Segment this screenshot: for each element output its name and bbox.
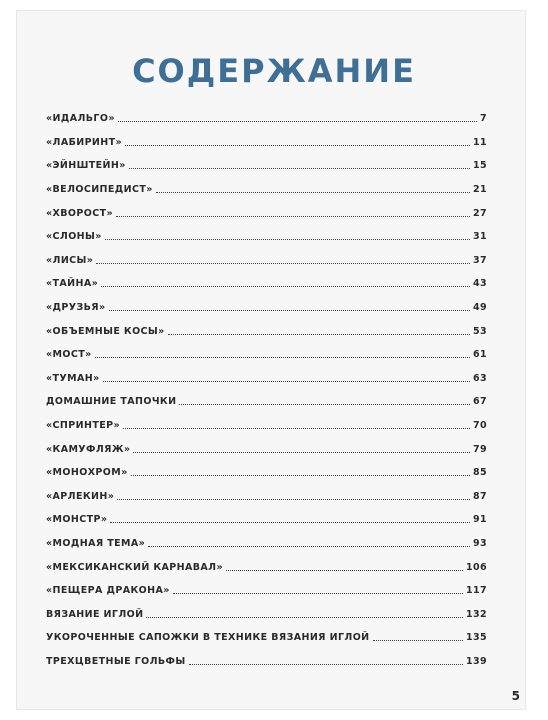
toc-entry (46, 249, 487, 273)
toc-entry (46, 107, 487, 131)
dot-leader (95, 349, 470, 358)
toc-entry (46, 626, 487, 650)
toc-entry (46, 319, 487, 343)
toc-entry (46, 343, 487, 367)
toc-entry-page: 70 (472, 420, 487, 432)
toc-entry-page: 91 (472, 514, 487, 526)
toc-entry-page: 63 (472, 372, 487, 384)
toc-entry (46, 602, 487, 626)
toc-entry (46, 555, 487, 579)
toc-entry-title: «КАМУФЛЯЖ» (46, 443, 131, 455)
toc-entry (46, 579, 487, 603)
toc-entry (46, 154, 487, 178)
dot-leader (105, 231, 470, 240)
toc-entry-page: 31 (472, 231, 487, 243)
toc-entry-page: 139 (465, 655, 487, 667)
toc-entry-title: УКОРОЧЕННЫЕ САПОЖКИ В ТЕХНИКЕ ВЯЗАНИЯ ИГЛОЙ (46, 632, 370, 644)
toc-entry-title: «ВЕЛОСИПЕДИСТ» (46, 184, 153, 196)
dot-leader (156, 184, 470, 193)
toc-entry-title: «ИДАЛЬГО» (46, 113, 115, 125)
dot-leader (123, 420, 470, 429)
toc-entry-title: «ЛАБИРИНТ» (46, 136, 123, 148)
dot-leader (109, 302, 470, 311)
toc-entry-page: 27 (472, 207, 487, 219)
toc-entry-title: «МОСТ» (46, 349, 92, 361)
toc-entry-page: 49 (472, 302, 487, 314)
toc-entry (46, 272, 487, 296)
toc-entry-title: «ТАЙНА» (46, 278, 99, 290)
toc-entry (46, 437, 487, 461)
dot-leader (168, 326, 470, 335)
dot-leader (129, 160, 470, 169)
toc-entry (46, 508, 487, 532)
toc-entry-title: «МЕКСИКАНСКИЙ КАРНАВАЛ» (46, 561, 223, 573)
toc-entry-page: 15 (472, 160, 487, 172)
dot-leader (116, 208, 470, 217)
dot-leader (146, 609, 462, 618)
dot-leader (179, 396, 470, 405)
toc-entry-title: ВЯЗАНИЕ ИГЛОЙ (46, 608, 144, 620)
toc-entry-page: 7 (479, 113, 487, 125)
toc-entry-title: «ТУМАН» (46, 372, 100, 384)
toc-entry-page: 53 (472, 325, 487, 337)
toc-entry-page: 135 (465, 632, 487, 644)
toc-entry-title: «ОБЪЕМНЫЕ КОСЫ» (46, 325, 165, 337)
toc-entry-title: «МОНСТР» (46, 514, 108, 526)
toc-entry-title: «СПРИНТЕР» (46, 420, 120, 432)
toc-entry-page: 43 (472, 278, 487, 290)
dot-leader (131, 467, 470, 476)
toc-entry-page: 79 (472, 443, 487, 455)
dot-leader (125, 137, 470, 146)
dot-leader (173, 585, 463, 594)
toc-entry-title: «ЭЙНШТЕЙН» (46, 160, 126, 172)
toc-entry (46, 390, 487, 414)
dot-leader (96, 255, 470, 264)
dot-leader (148, 538, 470, 547)
toc-entry-title: «ПЕЩЕРА ДРАКОНА» (46, 585, 170, 597)
toc-entry-title: «СЛОНЫ» (46, 231, 102, 243)
dot-leader (110, 514, 470, 523)
toc-entry-page: 117 (465, 585, 487, 597)
toc-entry (46, 131, 487, 155)
toc-entry-page: 67 (472, 396, 487, 408)
toc-entry-page: 61 (472, 349, 487, 361)
toc-entry-title: «МОНОХРОМ» (46, 467, 128, 479)
dot-leader (103, 373, 470, 382)
toc-entry-page: 11 (472, 136, 487, 148)
toc-entry-title: «ХВОРОСТ» (46, 207, 114, 219)
dot-leader (133, 444, 470, 453)
toc-entry (46, 650, 487, 674)
toc-entry-page: 21 (472, 184, 487, 196)
toc-entry (46, 225, 487, 249)
dot-leader (189, 656, 463, 665)
dot-leader (226, 562, 463, 571)
page-title: СОДЕРЖАНИЕ (132, 52, 416, 90)
toc-entry-page: 87 (472, 490, 487, 502)
dot-leader (118, 113, 477, 122)
toc-entry-page: 85 (472, 467, 487, 479)
dot-leader (117, 491, 470, 500)
toc-entry-page: 106 (465, 561, 487, 573)
toc-entry (46, 461, 487, 485)
dot-leader (373, 632, 463, 641)
toc-entry-page: 93 (472, 537, 487, 549)
toc-entry-title: «ЛИСЫ» (46, 254, 94, 266)
dot-leader (101, 278, 470, 287)
page-number: 5 (511, 689, 520, 703)
toc-entry-title: «МОДНАЯ ТЕМА» (46, 537, 146, 549)
toc-entry (46, 532, 487, 556)
toc-entry (46, 414, 487, 438)
toc-entry (46, 367, 487, 391)
toc-entry-page: 132 (465, 608, 487, 620)
toc-entry-title: ТРЕХЦВЕТНЫЕ ГОЛЬФЫ (46, 655, 186, 667)
toc-entry-title: «ДРУЗЬЯ» (46, 302, 106, 314)
table-of-contents (46, 107, 487, 673)
toc-entry (46, 296, 487, 320)
toc-entry-title: ДОМАШНИЕ ТАПОЧКИ (46, 396, 177, 408)
toc-entry (46, 485, 487, 509)
toc-entry (46, 178, 487, 202)
toc-entry-title: «АРЛЕКИН» (46, 490, 115, 502)
toc-entry-page: 37 (472, 254, 487, 266)
toc-entry (46, 201, 487, 225)
